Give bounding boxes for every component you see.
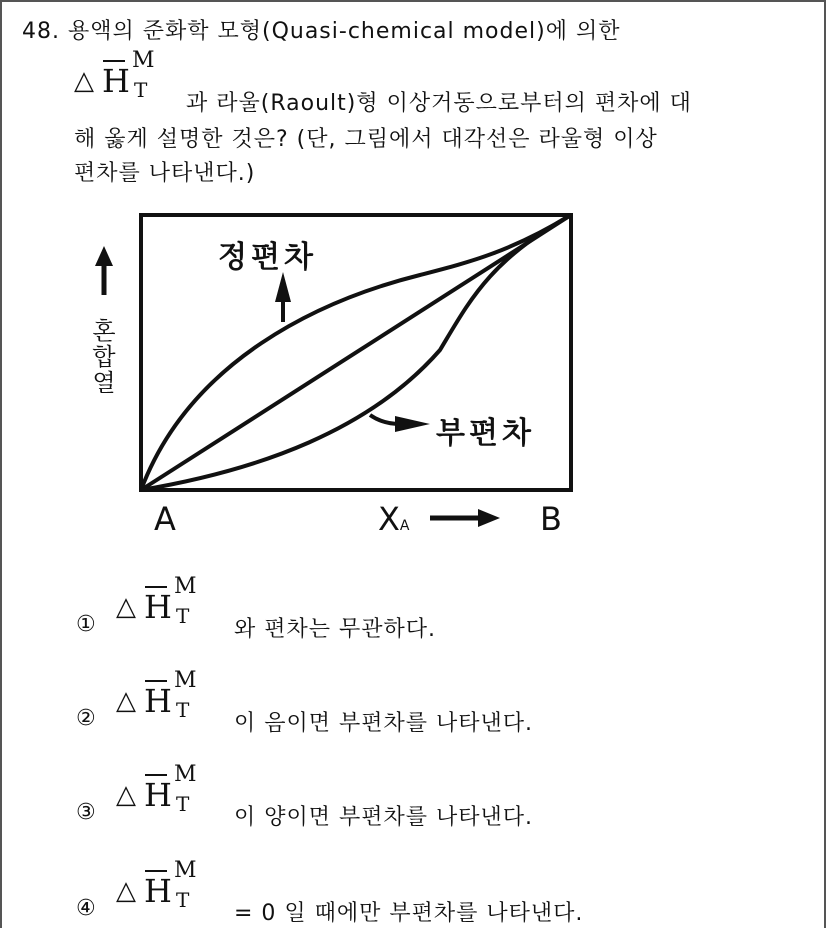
question-line-2: 과 라울(Raoult)형 이상거동으로부터의 편차에 대 xyxy=(186,91,692,116)
right-endpoint-label: B xyxy=(540,500,562,538)
option-2-number[interactable]: ② xyxy=(76,706,96,731)
y-axis-arrow-head xyxy=(95,246,113,266)
subscript-t: T xyxy=(176,604,190,628)
option-1-number[interactable]: ① xyxy=(76,612,96,637)
superscript-m: M xyxy=(132,48,155,73)
negative-deviation-label: 부편차 xyxy=(436,416,535,451)
question-line-3: 해 옳게 설명한 것은? (단, 그림에서 대각선은 라울형 이상 xyxy=(74,127,658,152)
negative-arrow-head xyxy=(395,416,430,432)
question-line-1: 48. 용액의 준화학 모형(Quasi-chemical model)에 의한 xyxy=(22,19,621,44)
h-glyph: H xyxy=(102,62,130,100)
subscript-t: T xyxy=(134,78,148,102)
x-axis-label xyxy=(378,500,410,538)
option-3-text[interactable]: 이 양이면 부편차를 나타낸다. xyxy=(234,805,533,830)
option-4-text[interactable]: = 0 일 때에만 부편차를 나타낸다. xyxy=(234,901,584,926)
subscript-t: T xyxy=(176,888,190,912)
x-axis-arrow-head xyxy=(478,509,500,527)
option-4-number[interactable]: ④ xyxy=(76,896,96,921)
delta-glyph: △ xyxy=(74,66,94,96)
option-2-text[interactable]: 이 음이면 부편차를 나타낸다. xyxy=(234,711,533,736)
option-1-text[interactable]: 와 편차는 무관하다. xyxy=(234,617,436,642)
superscript-m: M xyxy=(174,574,197,599)
superscript-m: M xyxy=(174,668,197,693)
question-line-4: 편차를 나타낸다.) xyxy=(74,161,256,186)
superscript-m: M xyxy=(174,858,197,883)
delta-glyph: △ xyxy=(116,780,136,810)
delta-glyph: △ xyxy=(116,592,136,622)
subscript-t: T xyxy=(176,792,190,816)
left-endpoint-label: A xyxy=(154,500,176,538)
h-glyph: H xyxy=(144,588,172,626)
option-3-number[interactable]: ③ xyxy=(76,800,96,825)
delta-glyph: △ xyxy=(116,876,136,906)
positive-deviation-label: 정편차 xyxy=(218,240,317,275)
h-glyph: H xyxy=(144,872,172,910)
x-axis-symbol: X xyxy=(378,500,400,538)
h-glyph: H xyxy=(144,776,172,814)
subscript-t: T xyxy=(176,698,190,722)
x-axis-subscript: A xyxy=(399,518,410,534)
delta-glyph: △ xyxy=(116,686,136,716)
y-axis-label: 혼합열 xyxy=(92,317,116,397)
superscript-m: M xyxy=(174,762,197,787)
positive-arrow-head xyxy=(275,272,291,302)
h-glyph: H xyxy=(144,682,172,720)
